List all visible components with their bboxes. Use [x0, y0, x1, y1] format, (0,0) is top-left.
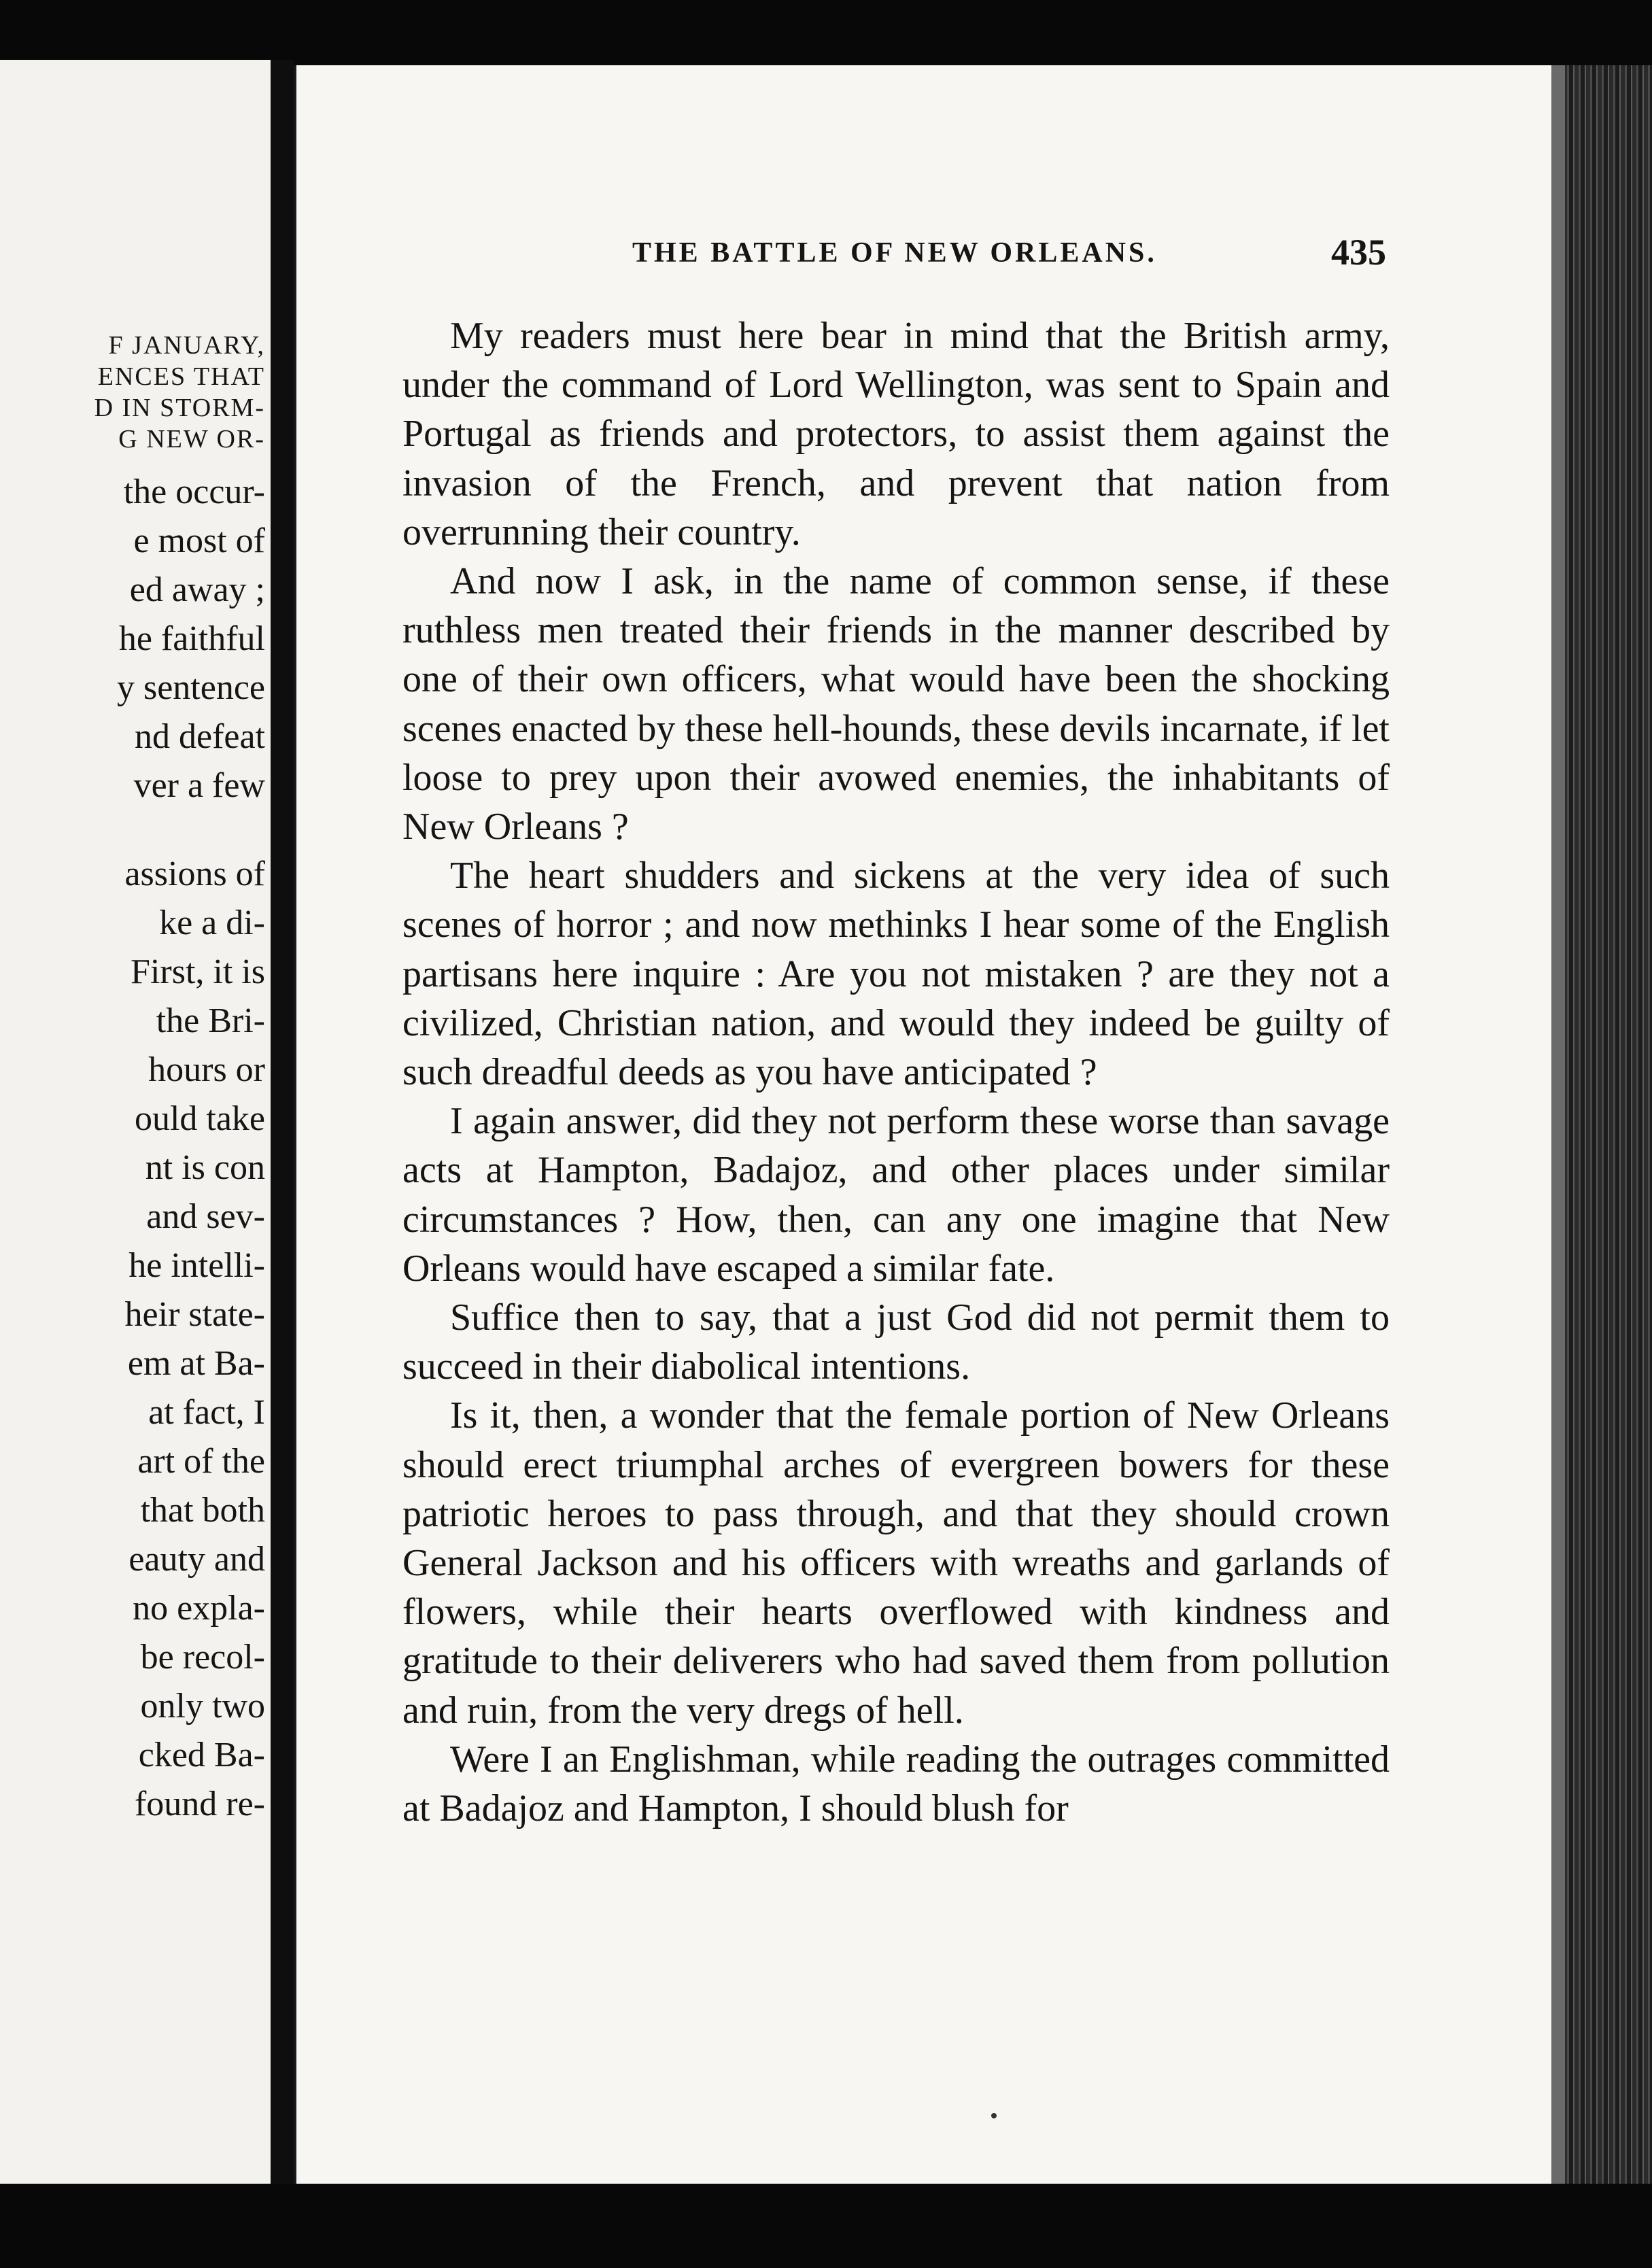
paragraph: I again answer, did they not perform these worse than savage acts at Hampton, Badajoz, and other places under similar circumstances ? How, then, can any one imagine that New Orleans would have escaped a similar fate.: [402, 1100, 1390, 1290]
facing-body-line: ed away ;: [129, 570, 265, 609]
paragraph: Suffice then to say, that a just God did not permit them to succeed in their diabolical intentions.: [402, 1296, 1390, 1388]
facing-body-line: the occur-: [123, 472, 265, 511]
page-stack-edge: [1551, 65, 1652, 2184]
facing-body-line: assions of: [124, 855, 265, 893]
facing-heading-line: D IN STORM-: [94, 394, 265, 422]
paragraph: My readers must here bear in mind that the British army, under the command of Lord Wellington, was sent to Spain and Portugal as friends and protectors, to assist them against the invasion of the French, and prevent that nation from overrunning their country.: [402, 315, 1390, 553]
facing-body-line: no expla-: [133, 1589, 265, 1628]
scan-border-bottom: [0, 2184, 1652, 2268]
facing-body-line: only two: [140, 1687, 265, 1725]
page-edge-shadow: [1551, 65, 1565, 2184]
facing-body-line: be recol-: [140, 1638, 265, 1677]
body-text: [402, 311, 1390, 1833]
facing-body-line: y sentence: [116, 668, 265, 707]
facing-heading-line: G NEW OR-: [118, 425, 265, 453]
facing-body-line: found re-: [134, 1785, 265, 1823]
facing-body-line: First, it is: [131, 952, 265, 991]
facing-body-line: hours or: [148, 1050, 265, 1089]
facing-body-line: art of the: [137, 1442, 265, 1481]
book-gutter: [271, 60, 294, 2188]
facing-heading-line: F JANUARY,: [108, 331, 265, 360]
print-speck: [991, 2113, 997, 2118]
facing-heading-line: ENCES THAT: [97, 362, 265, 391]
facing-body-line: at fact, I: [148, 1393, 265, 1432]
facing-body-line: he faithful: [118, 619, 265, 658]
running-head: THE BATTLE OF NEW ORLEANS.: [632, 237, 1157, 269]
facing-body-line: ould take: [134, 1099, 265, 1138]
facing-body-line: em at Ba-: [127, 1344, 265, 1383]
facing-body-line: ke a di-: [159, 904, 265, 942]
paragraph: And now I ask, in the name of common sense, if these ruthless men treated their friends in the manner described by one of their own officers, what would have been the shocking scenes enacted by these hell-hounds, these devils incarnate, if let loose to prey upon their avowed enemies, the inhabitants of New Orleans ?: [402, 560, 1390, 848]
facing-body-line: that both: [140, 1491, 265, 1530]
facing-body-line: nd defeat: [134, 717, 265, 756]
facing-body-line: nt is con: [145, 1148, 265, 1187]
facing-body-line: ver a few: [133, 766, 265, 805]
paragraph: The heart shudders and sickens at the very idea of such scenes of horror ; and now methinks I hear some of the English partisans here inquire : Are you not mistaken ? are they not a civilized, Christian nation, and would they indeed be guilty of such dreadful deeds as you have anticipated ?: [402, 855, 1390, 1094]
facing-body-line: eauty and: [128, 1540, 265, 1579]
paragraph: Is it, then, a wonder that the female portion of New Orleans should erect triumphal arches of evergreen bowers for these patriotic heroes to pass through, and that they should crown General Jackson and his officers with wreaths and garlands of flowers, while their hearts overflowed with kindness and gratitude to their deliverers who had saved them from pollution and ruin, from the very dregs of hell.: [402, 1394, 1390, 1732]
paragraph: Were I an Englishman, while reading the outrages committed at Badajoz and Hampton, I should blush for: [402, 1738, 1390, 1830]
facing-body-line: he intelli-: [128, 1246, 265, 1285]
facing-body-line: the Bri-: [156, 1001, 265, 1040]
facing-body-line: cked Ba-: [138, 1736, 265, 1774]
facing-page: [0, 60, 271, 2188]
scan-border-top: [0, 0, 1652, 65]
page-number: 435: [1331, 232, 1386, 273]
facing-body-line: and sev-: [146, 1197, 265, 1236]
facing-body-line: heir state-: [124, 1295, 265, 1334]
facing-body-line: e most of: [133, 521, 265, 560]
